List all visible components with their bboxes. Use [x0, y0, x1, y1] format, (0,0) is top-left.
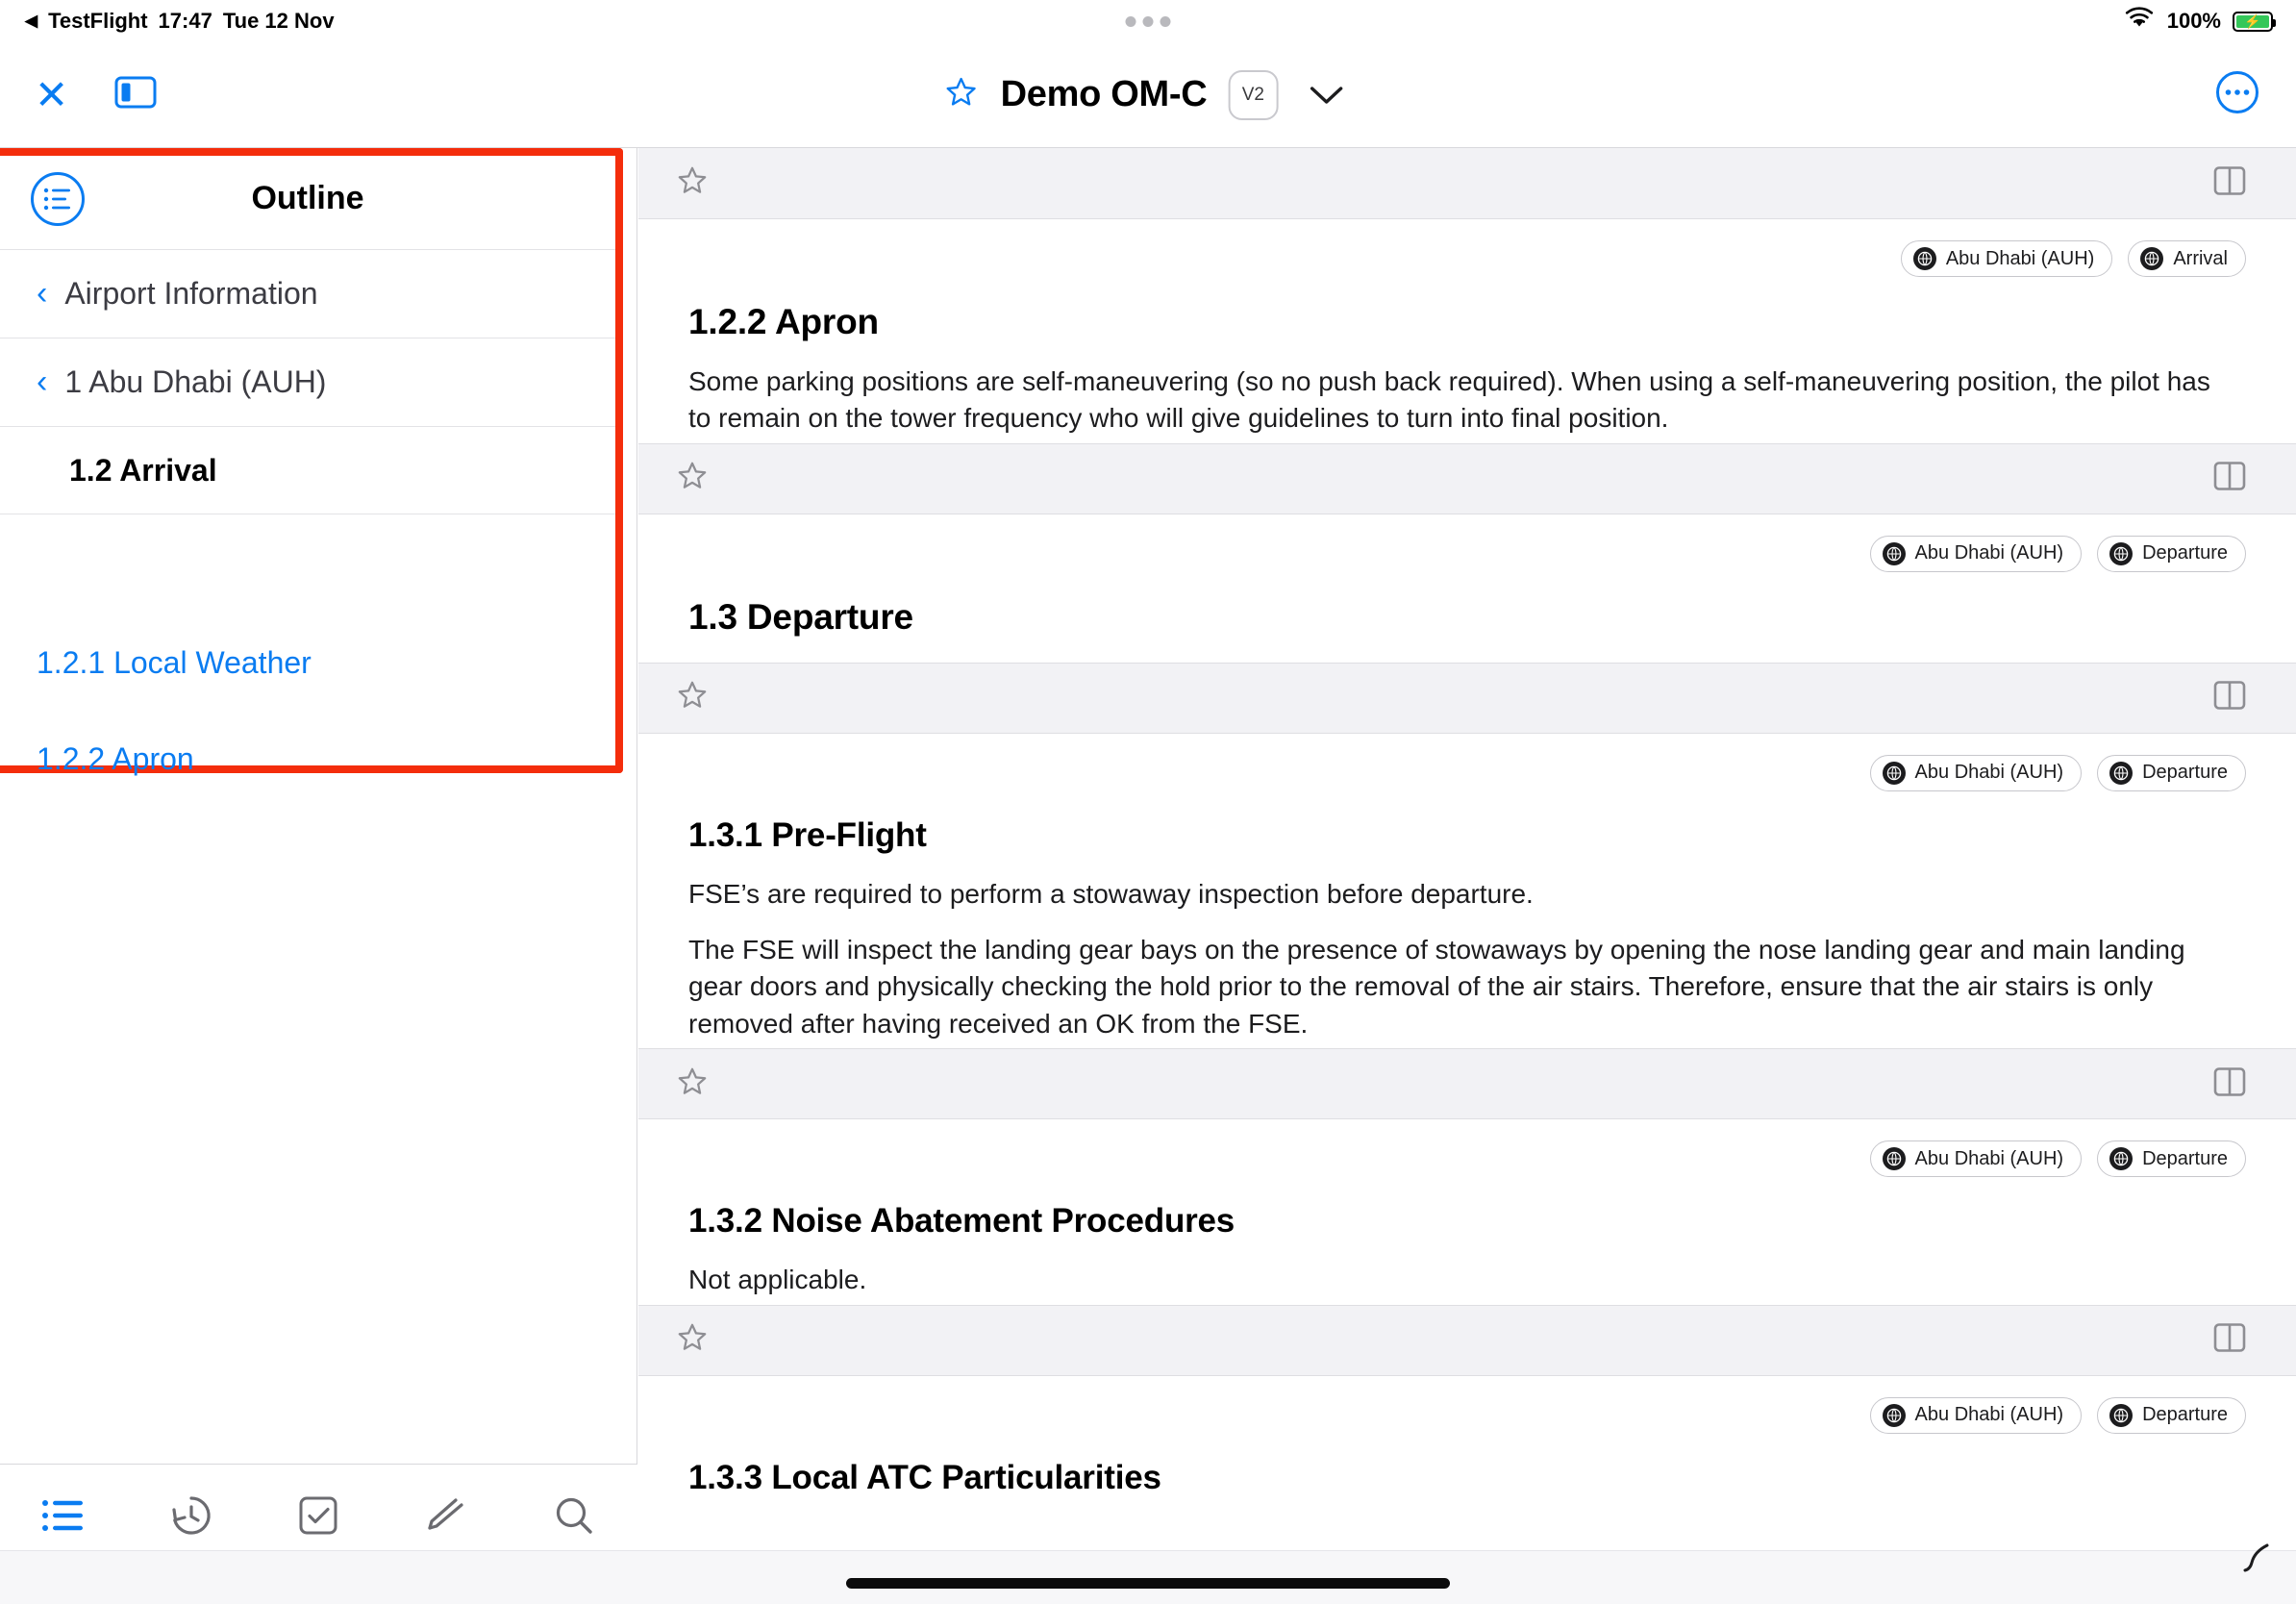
more-circle-icon[interactable] — [2215, 70, 2259, 119]
tag-phase[interactable] — [2128, 240, 2246, 277]
cursor-arrow-icon — [2242, 1541, 2271, 1579]
tag-label: Departure — [2142, 1404, 2228, 1426]
outline-item-label: 1.2.1 Local Weather — [37, 644, 312, 680]
block-tags — [638, 1376, 2296, 1434]
status-bar-app-name[interactable]: TestFlight — [48, 9, 148, 33]
section-heading: 1.3.3 Local ATC Particularities — [688, 1458, 1161, 1496]
tag-location[interactable] — [1870, 1397, 2083, 1434]
tag-location[interactable] — [1901, 240, 2113, 277]
handle-dot — [1126, 16, 1136, 27]
section-heading: 1.3.1 Pre-Flight — [688, 815, 927, 854]
globe-icon — [1883, 1404, 1906, 1427]
outline-title: Outline — [251, 180, 364, 216]
outline-item-apron[interactable] — [0, 711, 615, 807]
tag-location[interactable] — [1870, 755, 2083, 791]
back-arrow-icon[interactable]: ◀ — [25, 11, 38, 30]
block-tags — [638, 734, 2296, 791]
star-outline-icon[interactable] — [943, 74, 980, 115]
split-view-icon[interactable] — [2213, 461, 2246, 496]
tag-location[interactable] — [1870, 1140, 2083, 1177]
block-tags — [638, 514, 2296, 572]
multitask-handle[interactable] — [1126, 16, 1171, 27]
handle-dot — [1143, 16, 1154, 27]
breadcrumb-item-abu-dhabi[interactable] — [0, 338, 615, 426]
block-divider[interactable] — [638, 1305, 2296, 1376]
breadcrumb-label: 1 Abu Dhabi (AUH) — [64, 364, 327, 399]
checkbox-icon — [298, 1495, 338, 1536]
globe-icon — [2140, 247, 2163, 270]
section-paragraph: Some parking positions are self-maneuvering (so no push back required). When using a self-maneuvering position, the pilot has to remain on the tower frequency who will give guidelines to turn into final position. — [688, 366, 2210, 434]
breadcrumb-label: Airport Information — [64, 276, 318, 311]
block-divider[interactable] — [638, 663, 2296, 734]
tag-label: Arrival — [2173, 247, 2228, 269]
home-indicator[interactable] — [846, 1578, 1450, 1589]
tag-label: Departure — [2142, 1147, 2228, 1169]
sidebar-item-tasks[interactable] — [255, 1486, 383, 1545]
tag-label: Abu Dhabi (AUH) — [1914, 1404, 2064, 1426]
split-view-icon[interactable] — [2213, 680, 2246, 715]
chevron-down-icon[interactable] — [1299, 68, 1353, 122]
breadcrumb-item-airport-information[interactable] — [0, 249, 615, 338]
chevron-left-icon: ‹ — [37, 363, 48, 400]
status-bar-time: 17:47 — [158, 9, 212, 33]
status-bar — [0, 0, 2296, 42]
list-icon — [41, 1499, 86, 1532]
globe-icon — [2109, 762, 2133, 785]
search-icon — [553, 1494, 595, 1537]
bottom-strip — [0, 1550, 2296, 1604]
sidebar-item-search[interactable] — [510, 1486, 637, 1545]
tag-location[interactable] — [1870, 536, 2083, 572]
star-outline-icon[interactable] — [675, 163, 710, 203]
tag-label: Abu Dhabi (AUH) — [1945, 247, 2095, 269]
tag-phase[interactable] — [2097, 536, 2246, 572]
sidebar-item-history[interactable] — [128, 1486, 256, 1545]
status-bar-right — [2123, 7, 2273, 36]
breadcrumb-label: 1.2 Arrival — [69, 452, 217, 488]
sidebar-item-outline[interactable] — [0, 1486, 128, 1545]
status-bar-date: Tue 12 Nov — [222, 9, 335, 33]
block-divider[interactable] — [638, 443, 2296, 514]
outline-item-list — [0, 614, 615, 807]
star-outline-icon[interactable] — [675, 678, 710, 717]
battery-charging-icon: ⚡ — [2233, 12, 2273, 32]
block-tags — [638, 219, 2296, 277]
wifi-icon — [2123, 7, 2156, 36]
globe-icon — [2109, 1147, 2133, 1170]
globe-icon — [2109, 542, 2133, 565]
block-divider[interactable] — [638, 1048, 2296, 1119]
block-tags — [638, 1119, 2296, 1177]
pen-icon — [424, 1495, 468, 1536]
section-heading: 1.3.2 Noise Abatement Procedures — [688, 1202, 1235, 1241]
tag-phase[interactable] — [2097, 1397, 2246, 1434]
section-heading: 1.3 Departure — [688, 596, 913, 637]
sidebar — [0, 148, 637, 1464]
handle-dot — [1160, 16, 1171, 27]
globe-icon — [1883, 762, 1906, 785]
outline-header — [0, 148, 615, 249]
globe-icon — [1913, 247, 1936, 270]
breadcrumb-item-arrival-current[interactable] — [0, 426, 615, 514]
document-toolbar — [0, 42, 2296, 148]
close-icon[interactable]: ✕ — [35, 71, 69, 117]
split-view-icon[interactable] — [2213, 1322, 2246, 1358]
document-content[interactable] — [638, 148, 2296, 1604]
tag-phase[interactable] — [2097, 1140, 2246, 1177]
sidebar-item-annotate[interactable] — [383, 1486, 511, 1545]
tag-phase[interactable] — [2097, 755, 2246, 791]
globe-icon — [2109, 1404, 2133, 1427]
star-outline-icon[interactable] — [675, 1065, 710, 1104]
status-bar-left — [25, 9, 335, 34]
split-view-icon[interactable] — [2213, 1066, 2246, 1102]
page-title: Demo OM-C — [1000, 74, 1208, 114]
globe-icon — [1883, 1147, 1906, 1170]
toolbar-title-group — [943, 68, 1354, 122]
tag-label: Departure — [2142, 542, 2228, 564]
tag-label: Departure — [2142, 762, 2228, 784]
outline-breadcrumbs — [0, 249, 615, 514]
sidebar-toggle-icon[interactable] — [114, 75, 157, 114]
history-clock-icon — [169, 1493, 213, 1538]
star-outline-icon[interactable] — [675, 1320, 710, 1360]
outline-item-local-weather[interactable] — [0, 614, 615, 711]
battery-percentage: 100% — [2166, 9, 2221, 33]
section-paragraph: The FSE will inspect the landing gear bays on the presence of stowaways by opening the nose landing gear and main landing gear doors and physically checking the hold prior to the removal of the air stairs. Therefore, ensure that the air stairs is only removed after having received an OK from the FSE. — [688, 935, 2185, 1039]
chevron-left-icon: ‹ — [37, 275, 48, 312]
section-paragraph: Not applicable. — [688, 1265, 867, 1295]
section-paragraph: FSE’s are required to perform a stowaway inspection before departure. — [688, 878, 1534, 909]
version-badge[interactable]: V2 — [1228, 70, 1278, 120]
app-body — [0, 148, 2296, 1604]
tag-label: Abu Dhabi (AUH) — [1914, 542, 2064, 564]
tag-label: Abu Dhabi (AUH) — [1914, 762, 2064, 784]
globe-icon — [1883, 542, 1906, 565]
section-heading: 1.2.2 Apron — [688, 302, 879, 341]
split-view-icon[interactable] — [2213, 165, 2246, 201]
outline-item-label: 1.2.2 Apron — [37, 740, 194, 776]
tag-label: Abu Dhabi (AUH) — [1914, 1147, 2064, 1169]
star-outline-icon[interactable] — [675, 459, 710, 498]
block-divider[interactable] — [638, 148, 2296, 219]
